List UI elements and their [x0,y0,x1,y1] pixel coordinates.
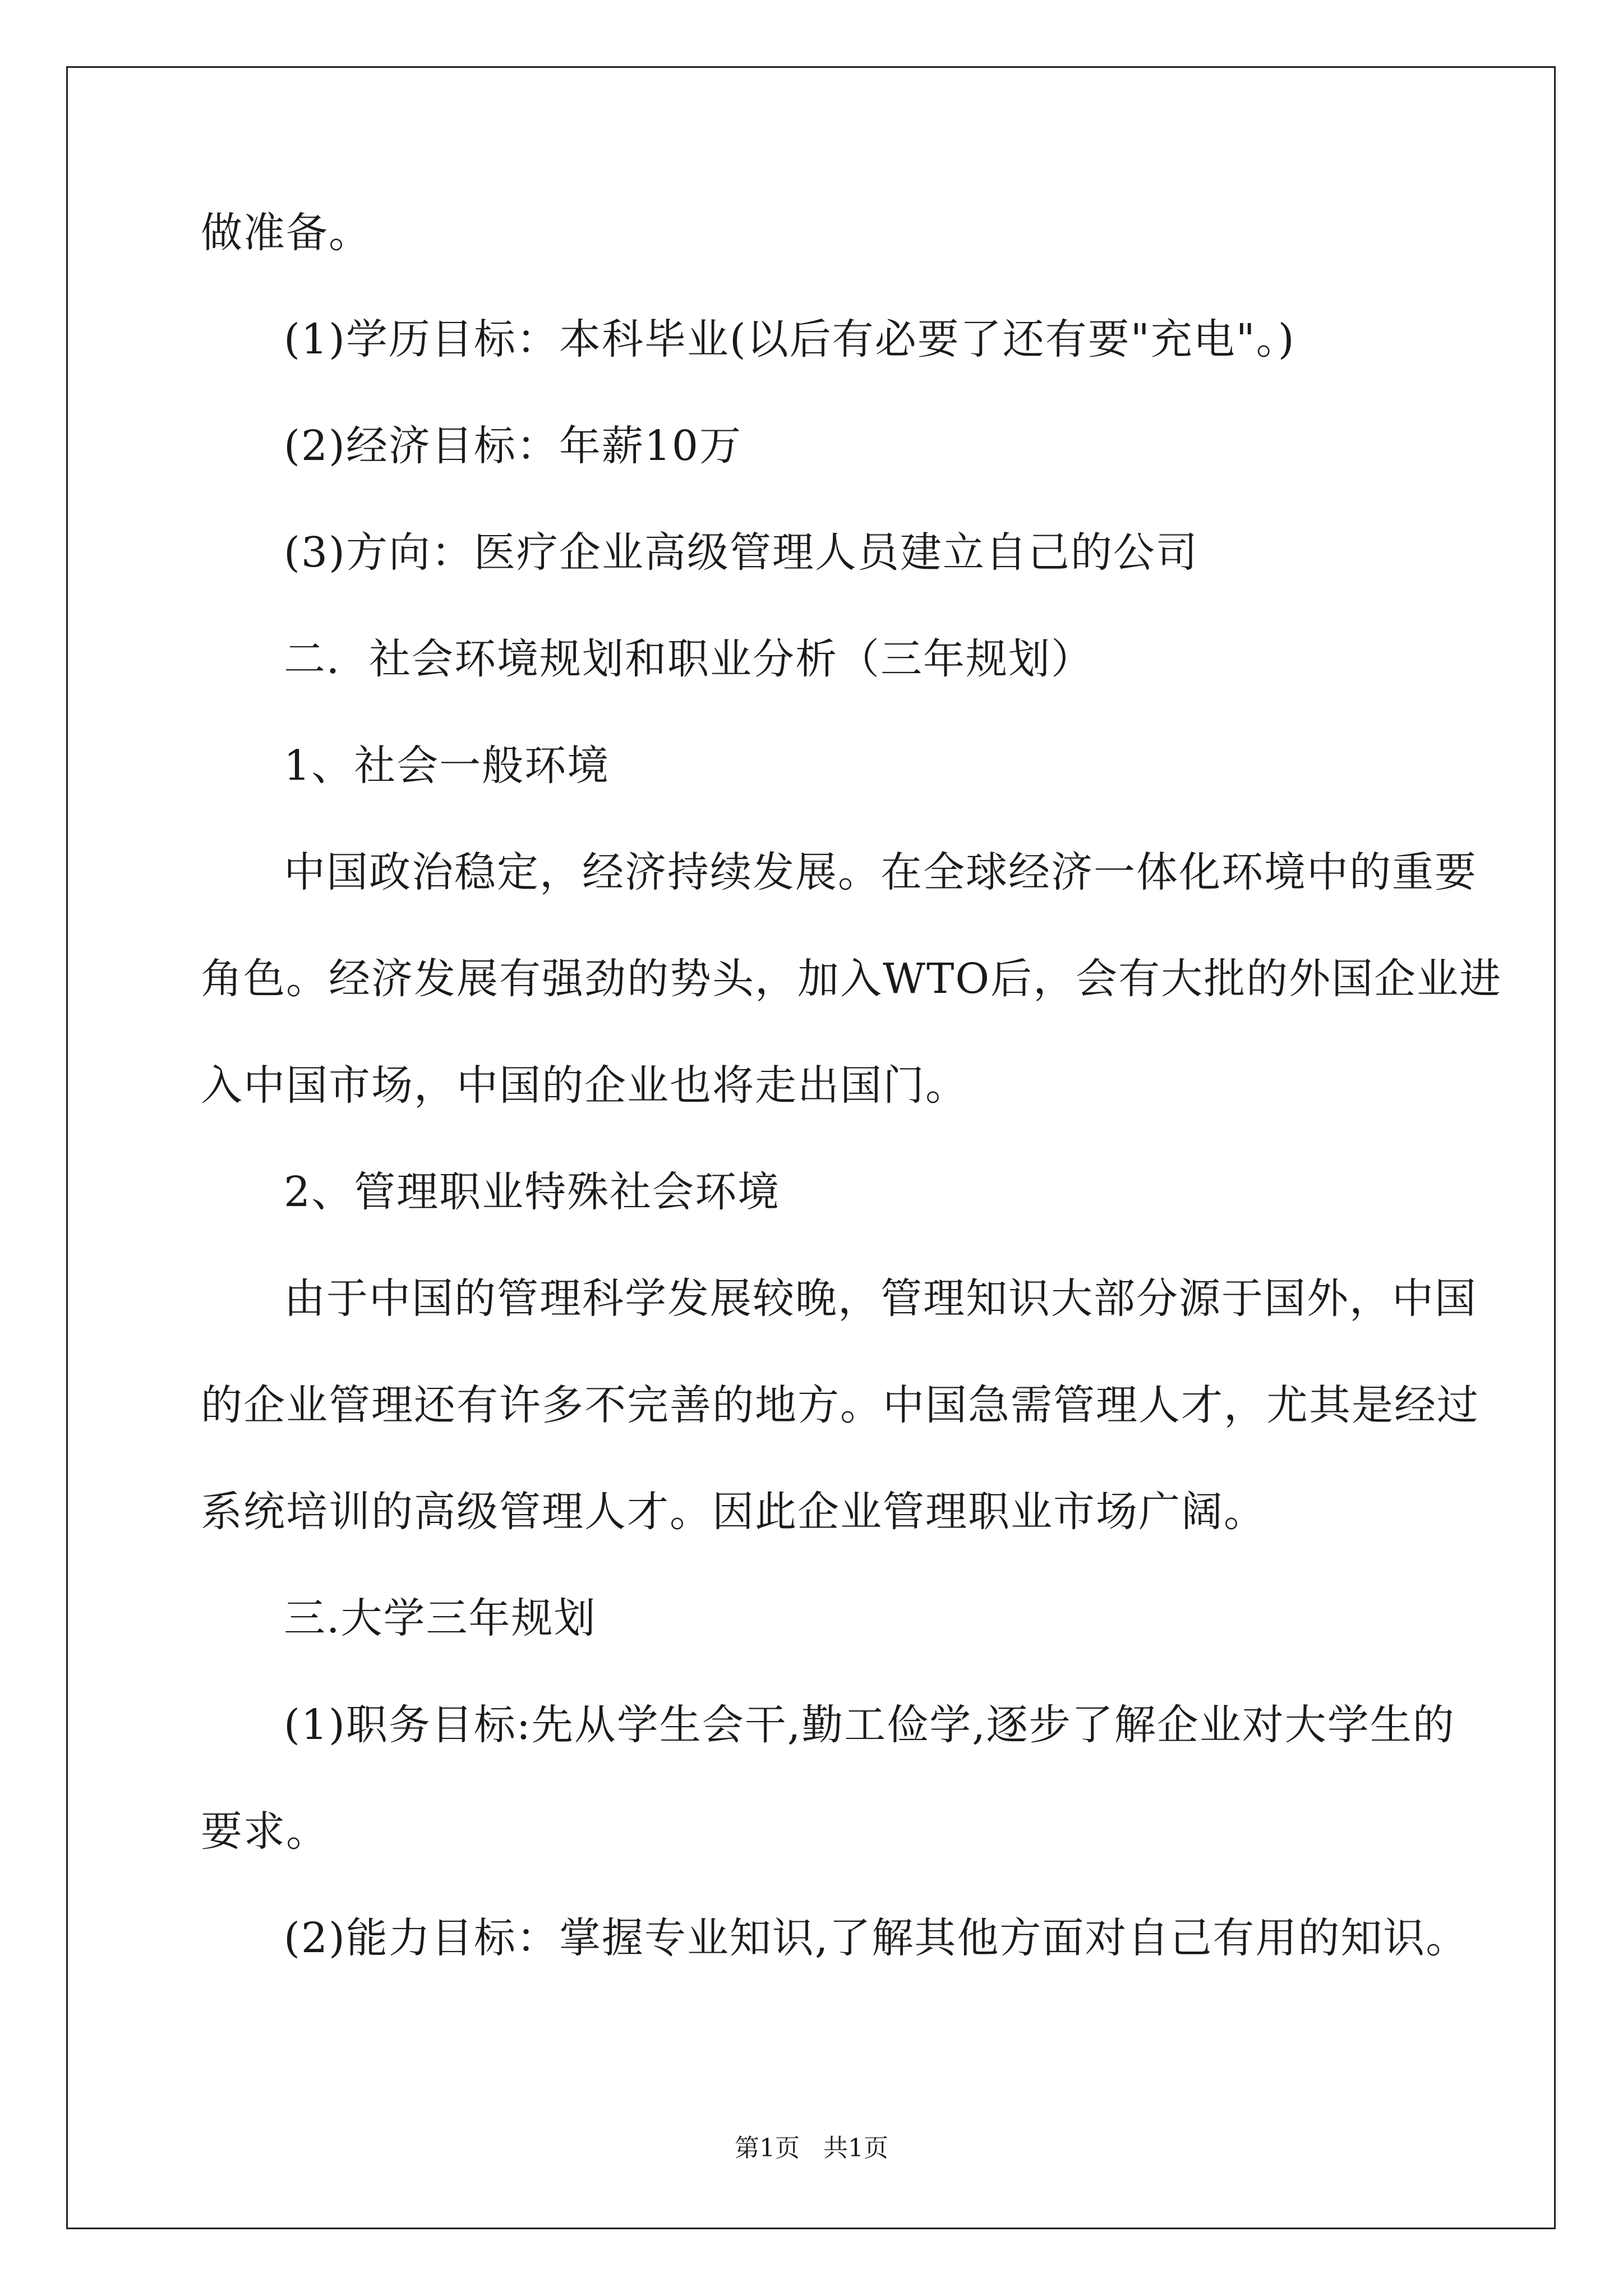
text-line: (2)能力目标：掌握专业知识,了解其他方面对自己有用的知识。 [284,1914,1469,1962]
text-line: 入中国市场，中国的企业也将走出国门。 [201,1061,968,1110]
text-line: 的企业管理还有许多不完善的地方。中国急需管理人才，尤其是经过 [201,1381,1479,1429]
page-border [66,66,1556,2229]
section-heading: 三.大学三年规划 [284,1594,597,1642]
text-line: 由于中国的管理科学发展较晚，管理知识大部分源于国外，中国 [284,1274,1477,1323]
page-number-footer: 第1页 共1页 [735,2134,888,2162]
subsection-heading: 1、社会一般环境 [284,742,610,790]
text-line: 角色。经济发展有强劲的势头，加入WTO后，会有大批的外国企业进 [201,955,1502,1003]
subsection-heading: 2、管理职业特殊社会环境 [284,1168,781,1216]
text-line: 中国政治稳定，经济持续发展。在全球经济一体化环境中的重要 [284,848,1477,896]
text-line: (1)职务目标:先从学生会干,勤工俭学,逐步了解企业对大学生的 [284,1701,1455,1749]
text-line: (1)学历目标：本科毕业(以后有必要了还有要"充电"。) [284,315,1295,364]
text-line: 系统培训的高级管理人才。因此企业管理职业市场广阔。 [201,1488,1266,1536]
section-heading: 二．社会环境规划和职业分析（三年规划） [284,635,1094,683]
text-line: (2)经济目标：年薪10万 [284,422,742,470]
text-line: 要求。 [201,1807,329,1856]
text-line: 做准备。 [201,209,371,257]
text-line: (3)方向：医疗企业高级管理人员建立自己的公司 [284,528,1198,577]
